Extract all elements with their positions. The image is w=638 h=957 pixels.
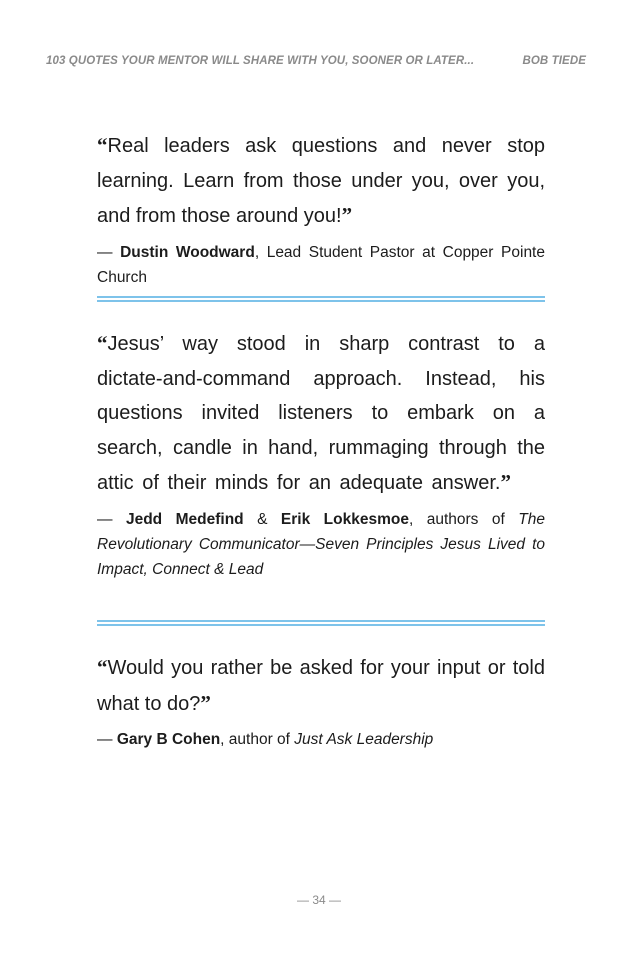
close-quote-mark: ” <box>200 690 211 715</box>
quote-block-1 <box>97 128 545 290</box>
open-quote-mark: “ <box>97 133 108 157</box>
attribution-detail: , authors of <box>408 510 519 528</box>
attribution-work: Just Ask Leadership <box>294 731 434 748</box>
attribution-dash: — <box>97 510 126 528</box>
quote-body: Real leaders ask questions and never stop learning. Learn from those under you, over you, and from those around you! <box>97 135 545 227</box>
attribution-name: Dustin Woodward <box>120 243 255 261</box>
open-quote-mark: “ <box>97 331 108 355</box>
attribution-1 <box>97 240 545 290</box>
attribution-3 <box>97 727 545 752</box>
quote-block-2 <box>97 326 545 582</box>
attribution-name: Erik Lokkesmoe <box>280 510 409 528</box>
header-author: BOB TIEDE <box>522 55 586 67</box>
attribution-detail: , author of <box>220 731 295 748</box>
section-divider <box>97 620 545 626</box>
attribution-detail: , Lead Student Pastor at Copper Pointe Church <box>97 243 545 286</box>
close-quote-mark: ” <box>500 470 511 494</box>
page-number: — 34 — <box>296 893 341 907</box>
quote-body: Would you rather be asked for your input or told what to do? <box>97 657 545 715</box>
attribution-name: Jedd Medefind <box>125 510 244 528</box>
attribution-name: Gary B Cohen <box>116 731 221 748</box>
quote-text-3 <box>97 650 545 721</box>
book-title: 103 QUOTES YOUR MENTOR WILL SHARE WITH YOU, SOONER OR LATER... <box>46 55 475 67</box>
attribution-2 <box>97 507 545 582</box>
attribution-dash: — <box>97 731 117 748</box>
quote-text-1 <box>97 128 545 234</box>
attribution-work: The Revolutionary Communicator—Seven Principles Jesus Lived to Impact, Connect & Lead <box>97 510 545 578</box>
attribution-amp: & <box>243 510 281 528</box>
close-quote-mark: ” <box>341 203 353 227</box>
attribution-dash: — <box>97 243 121 261</box>
open-quote-mark: “ <box>97 655 108 679</box>
running-header <box>46 55 586 67</box>
quote-body: Jesus’ way stood in sharp contrast to a dictate-and-command approach. Instead, his questions invited listeners to embark on a search, candle in hand, rummaging through the attic of their minds for an adequate answer. <box>97 333 545 494</box>
quote-text-2 <box>97 326 545 501</box>
quote-block-3 <box>97 650 545 752</box>
section-divider <box>97 296 545 302</box>
